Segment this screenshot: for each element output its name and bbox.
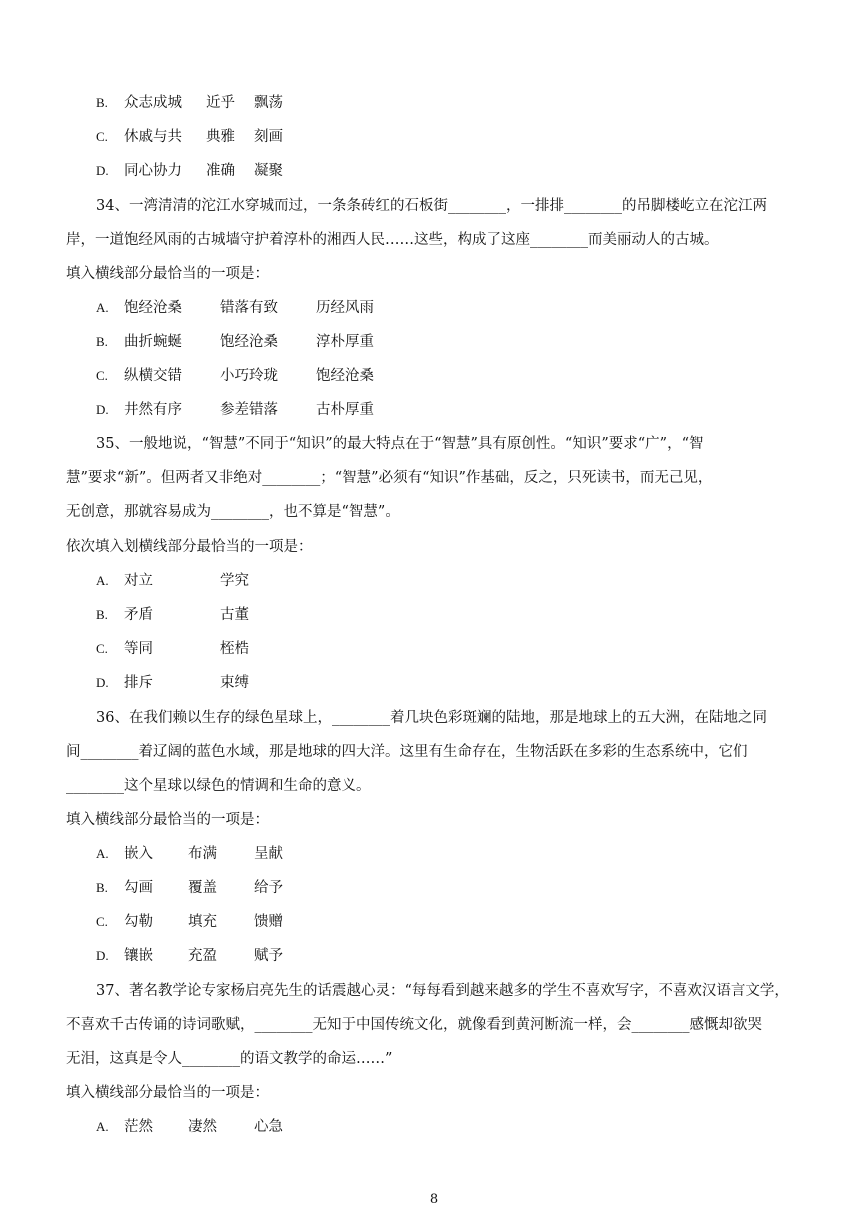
option-letter: A. [96, 1119, 109, 1134]
option-choice: 勾勒 [124, 914, 153, 930]
option-choice: 历经风雨 [316, 300, 374, 316]
option-choice: 布满 [188, 846, 217, 862]
question-36-line: 间________着辽阔的蓝色水域，那是地球的四大洋。这里有生命存在，生物活跃在多彩的生态系统中，它们 [66, 744, 748, 760]
question-34-line: 34、一湾清清的沱江水穿城而过，一条条砖红的石板街________，一排排________的吊脚楼屹立在沱江两 [96, 198, 767, 214]
option-choice: 镶嵌 [124, 948, 153, 964]
option-choice: 覆盖 [188, 880, 217, 896]
option-choice: 等同 [124, 641, 153, 657]
option-choice: 休戚与共 [124, 129, 182, 145]
question-35-line: 无创意，那就容易成为________，也不算是“智慧”。 [66, 504, 400, 520]
option-letter: D. [96, 402, 109, 417]
option-choice: 小巧玲珑 [220, 368, 278, 384]
option-letter: C. [96, 914, 108, 929]
question-35-prompt: 依次填入划横线部分最恰当的一项是： [66, 539, 313, 555]
option-choice: 对立 [124, 573, 153, 589]
option-choice: 束缚 [220, 675, 249, 691]
page-number: 8 [429, 1192, 439, 1207]
option-choice: 学究 [220, 573, 249, 589]
option-choice: 桎梏 [220, 641, 249, 657]
option-choice: 排斥 [124, 675, 153, 691]
option-choice: 茫然 [124, 1119, 153, 1135]
question-37-line: 不喜欢千古传诵的诗词歌赋，________无知于中国传统文化，就像看到黄河断流一样，会________感慨却欲哭 [66, 1017, 762, 1033]
option-choice: 呈献 [254, 846, 283, 862]
option-choice: 给予 [254, 880, 283, 896]
option-choice: 心急 [254, 1119, 283, 1135]
option-choice: 饱经沧桑 [220, 334, 278, 350]
option-choice: 飘荡 [254, 95, 283, 111]
option-letter: A. [96, 573, 109, 588]
option-choice: 馈赠 [254, 914, 283, 930]
question-37-prompt: 填入横线部分最恰当的一项是： [66, 1085, 269, 1101]
option-letter: B. [96, 95, 108, 110]
option-letter: D. [96, 948, 109, 963]
option-choice: 赋予 [254, 948, 283, 964]
question-34-line: 岸，一道饱经风雨的古城墙守护着淳朴的湘西人民……这些，构成了这座________而美丽动人的古城。 [66, 232, 719, 248]
question-37-line: 无泪，这真是令人________的语文教学的命运……” [66, 1051, 393, 1067]
option-choice: 纵横交错 [124, 368, 182, 384]
option-choice: 充盈 [188, 948, 217, 964]
question-36-prompt: 填入横线部分最恰当的一项是： [66, 812, 269, 828]
option-letter: B. [96, 880, 108, 895]
option-letter: B. [96, 334, 108, 349]
question-35-line: 35、一般地说，“智慧”不同于“知识”的最大特点在于“智慧”具有原创性。“知识”要求“广”，“智 [96, 436, 704, 452]
question-36-line: 36、在我们赖以生存的绿色星球上，________着几块色彩斑斓的陆地，那是地球上的五大洲，在陆地之同 [96, 710, 767, 726]
option-letter: A. [96, 846, 109, 861]
option-choice: 井然有序 [124, 402, 182, 418]
option-choice: 古董 [220, 607, 249, 623]
option-choice: 填充 [188, 914, 217, 930]
question-35-line: 慧”要求“新”。但两者又非绝对________；“智慧”必须有“知识”作基础，反之，只死读书，而无己见， [66, 470, 713, 486]
option-choice: 刻画 [254, 129, 283, 145]
option-letter: C. [96, 368, 108, 383]
question-34-prompt: 填入横线部分最恰当的一项是： [66, 266, 269, 282]
option-choice: 众志成城 [124, 95, 182, 111]
option-choice: 勾画 [124, 880, 153, 896]
option-choice: 近乎 [206, 95, 235, 111]
option-choice: 饱经沧桑 [316, 368, 374, 384]
option-choice: 淳朴厚重 [316, 334, 374, 350]
option-choice: 典雅 [206, 129, 235, 145]
option-choice: 准确 [206, 163, 235, 179]
option-choice: 矛盾 [124, 607, 153, 623]
option-choice: 饱经沧桑 [124, 300, 182, 316]
option-choice: 同心协力 [124, 163, 182, 179]
option-letter: D. [96, 163, 109, 178]
option-letter: C. [96, 129, 108, 144]
option-letter: B. [96, 607, 108, 622]
option-choice: 曲折蜿蜒 [124, 334, 182, 350]
option-letter: D. [96, 675, 109, 690]
option-letter: C. [96, 641, 108, 656]
option-choice: 参差错落 [220, 402, 278, 418]
option-letter: A. [96, 300, 109, 315]
option-choice: 古朴厚重 [316, 402, 374, 418]
question-37-line: 37、著名教学论专家杨启亮先生的话震越心灵：“每每看到越来越多的学生不喜欢写字，不喜欢汉语言文学， [96, 983, 789, 999]
option-choice: 凝聚 [254, 163, 283, 179]
question-36-line: ________这个星球以绿色的情调和生命的意义。 [66, 778, 371, 794]
option-choice: 凄然 [188, 1119, 217, 1135]
option-choice: 错落有致 [220, 300, 278, 316]
option-choice: 嵌入 [124, 846, 153, 862]
